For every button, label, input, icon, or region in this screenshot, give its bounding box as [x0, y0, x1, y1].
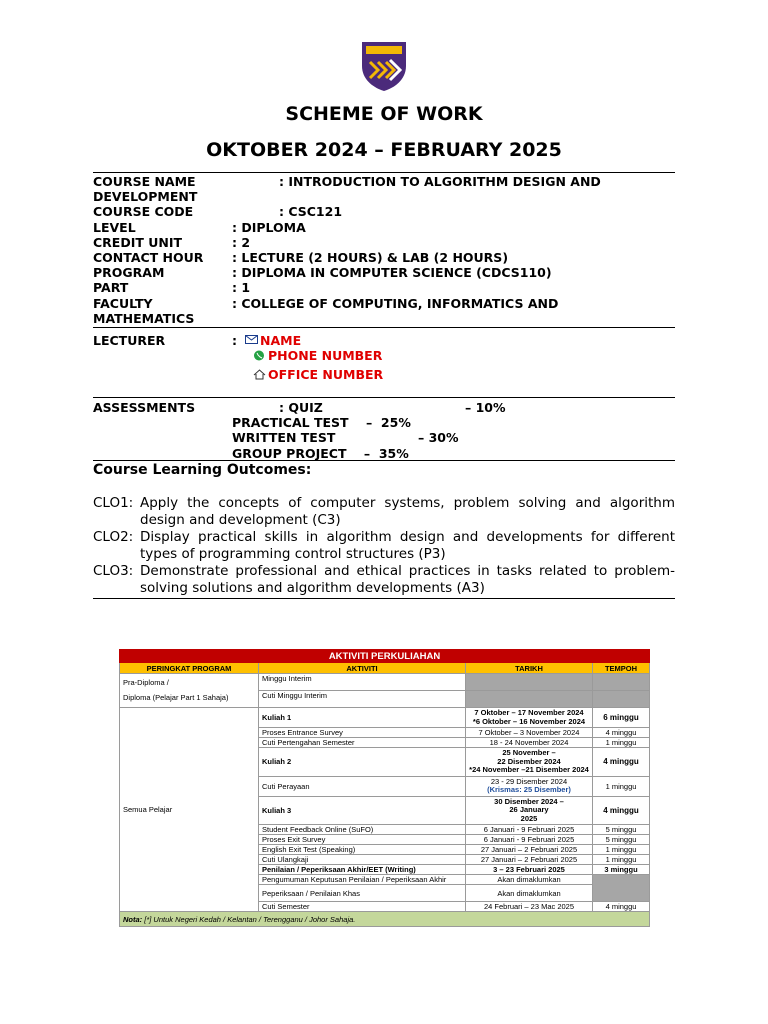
program-label: PROGRAM — [93, 265, 165, 281]
lecturer-label: LECTURER — [93, 333, 166, 348]
program-value: : DIPLOMA IN COMPUTER SCIENCE (CDCS110) — [232, 265, 552, 281]
duration-cell: 1 minggu — [593, 738, 650, 748]
assessments-label: ASSESSMENTS — [93, 400, 196, 415]
activity-cell: Proses Exit Survey — [259, 835, 466, 845]
duration-cell: 1 minggu — [593, 776, 650, 796]
activity-title: AKTIVITI PERKULIAHAN — [120, 650, 650, 663]
table-note-row — [120, 912, 650, 927]
note-label: Nota: — [123, 914, 143, 924]
date-cell: 7 Oktober – 3 November 2024 — [466, 728, 593, 738]
column-header: TEMPOH — [593, 663, 650, 674]
date-cell: 6 Januari - 9 Februari 2025 — [466, 835, 593, 845]
date-line: 22 Disember 2024 — [497, 756, 561, 766]
assessment-quiz: : QUIZ — [279, 400, 323, 415]
column-header: PERINGKAT PROGRAM — [120, 663, 259, 674]
activity-cell: Cuti Perayaan — [259, 776, 466, 796]
clo-text: Display practical skills in algorithm design and developments for different types of programming control structures (P3) — [140, 529, 675, 562]
program-group-cell: Semua Pelajar — [120, 708, 259, 912]
note-text: [*] Untuk Negeri Kedah / Kelantan / Terengganu / Johor Sahaja. — [142, 914, 356, 924]
contact-hour-value: : LECTURE (2 HOURS) & LAB (2 HOURS) — [232, 249, 509, 265]
clo-code: CLO3: — [93, 563, 134, 579]
course-name-value: : INTRODUCTION TO ALGORITHM DESIGN AND — [279, 174, 601, 189]
program-group-line: Diploma (Pelajar Part 1 Sahaja) — [123, 693, 229, 702]
course-name-label: COURSE NAME — [93, 174, 196, 189]
duration-cell: 5 minggu — [593, 825, 650, 835]
assessment-info — [93, 400, 675, 461]
credit-label: CREDIT UNIT — [93, 234, 183, 250]
duration-cell — [593, 674, 650, 691]
duration-cell: 4 minggu — [593, 902, 650, 912]
date-cell — [466, 796, 593, 825]
assessment-quiz-pct: – 10% — [465, 400, 506, 415]
clo-text: Apply the concepts of computer systems, problem solving and algorithm design and development (C3) — [140, 495, 675, 528]
assessment-written: WRITTEN TEST — [232, 430, 336, 446]
duration-cell: 4 minggu — [593, 748, 650, 777]
activity-cell: Proses Entrance Survey — [259, 728, 466, 738]
duration-cell: 3 minggu — [593, 865, 650, 875]
part-value: : 1 — [232, 280, 251, 296]
university-logo — [360, 40, 408, 92]
document-period: OKTOBER 2024 – FEBRUARY 2025 — [206, 139, 562, 161]
course-code-value: : CSC121 — [279, 204, 343, 220]
activity-cell: Minggu Interim — [259, 674, 466, 691]
date-line: 7 Oktober – 17 November 2024 — [474, 708, 584, 717]
duration-cell: 6 minggu — [593, 708, 650, 728]
contact-hour-label: CONTACT HOUR — [93, 249, 204, 265]
date-cell: 27 Januari – 2 Februari 2025 — [466, 845, 593, 855]
clo-text: Demonstrate professional and ethical practices in tasks related to problem-solving solutions and algorithm developments (A3) — [140, 563, 675, 596]
date-line: 2025 — [520, 813, 538, 823]
lecturer-name: NAME — [260, 333, 302, 348]
column-header: TARIKH — [466, 663, 593, 674]
assessment-written-pct: – 30% — [418, 430, 459, 446]
duration-cell: 5 minggu — [593, 835, 650, 845]
course-info — [93, 174, 675, 326]
activity-cell: Pengumuman Keputusan Penilaian / Peperiksaan Akhir — [259, 875, 466, 885]
phone-icon — [253, 350, 266, 361]
date-cell — [466, 748, 593, 777]
activity-cell: Kuliah 3 — [259, 796, 466, 825]
column-header: AKTIVITI — [259, 663, 466, 674]
home-icon — [253, 369, 266, 380]
divider — [93, 598, 675, 599]
date-line: *24 November –21 Disember 2024 — [469, 765, 589, 774]
date-cell — [466, 708, 593, 728]
divider — [93, 397, 675, 398]
clo-code: CLO2: — [93, 529, 134, 545]
duration-cell — [593, 875, 650, 902]
duration-cell: 4 minggu — [593, 796, 650, 825]
document-title: SCHEME OF WORK — [285, 103, 483, 125]
clo-item — [93, 529, 675, 563]
assessment-practical: PRACTICAL TEST – 25% — [232, 415, 411, 431]
program-group-cell — [120, 674, 259, 708]
date-cell — [466, 691, 593, 708]
table-row — [120, 674, 650, 691]
date-cell: 24 Februari – 23 Mac 2025 — [466, 902, 593, 912]
assessment-group: GROUP PROJECT – 35% — [232, 445, 409, 461]
activity-cell: Cuti Semester — [259, 902, 466, 912]
date-cell — [466, 776, 593, 796]
date-line: *6 Oktober – 16 November 2024 — [472, 716, 586, 726]
faculty-value-cont: MATHEMATICS — [93, 310, 195, 326]
lecturer-colon: : — [232, 333, 237, 348]
part-label: PART — [93, 280, 129, 296]
activity-table — [119, 649, 650, 927]
date-cell: 27 Januari – 2 Februari 2025 — [466, 855, 593, 865]
course-code-label: COURSE CODE — [93, 204, 194, 220]
activity-cell: Cuti Minggu Interim — [259, 691, 466, 708]
duration-cell — [593, 691, 650, 708]
activity-cell: English Exit Test (Speaking) — [259, 845, 466, 855]
activity-cell: Kuliah 1 — [259, 708, 466, 728]
lecturer-office: OFFICE NUMBER — [268, 367, 384, 383]
activity-cell: Cuti Pertengahan Semester — [259, 738, 466, 748]
faculty-value: : COLLEGE OF COMPUTING, INFORMATICS AND — [232, 295, 559, 311]
date-cell: 18 - 24 November 2024 — [466, 738, 593, 748]
date-cell — [466, 674, 593, 691]
date-line: 23 - 29 Disember 2024 — [490, 776, 568, 786]
date-line: 26 January — [509, 805, 549, 814]
clo-heading: Course Learning Outcomes: — [93, 462, 312, 478]
activity-cell: Penilaian / Peperiksaan Akhir/EET (Writing) — [259, 865, 466, 875]
divider — [93, 460, 675, 461]
date-cell: Akan dimaklumkan — [466, 875, 593, 885]
credit-value: : 2 — [232, 234, 251, 250]
lecturer-info — [93, 333, 675, 383]
email-icon — [245, 335, 258, 346]
lecturer-phone: PHONE NUMBER — [268, 348, 383, 364]
duration-cell: 1 minggu — [593, 845, 650, 855]
date-cell: 3 – 23 Februari 2025 — [466, 865, 593, 875]
date-cell: Akan dimaklumkan — [466, 885, 593, 902]
date-cell: 6 Januari - 9 Februari 2025 — [466, 825, 593, 835]
table-row — [120, 708, 650, 728]
date-line: 30 Disember 2024 – — [494, 796, 564, 806]
clo-item — [93, 563, 675, 597]
activity-cell: Cuti Ulangkaji — [259, 855, 466, 865]
duration-cell: 4 minggu — [593, 728, 650, 738]
table-note — [120, 912, 650, 927]
level-value: : DIPLOMA — [232, 219, 306, 235]
duration-cell: 1 minggu — [593, 855, 650, 865]
course-name-value-cont: DEVELOPMENT — [93, 189, 198, 205]
date-line: 25 November – — [502, 748, 556, 757]
level-label: LEVEL — [93, 219, 136, 235]
divider — [93, 172, 675, 173]
faculty-label: FACULTY — [93, 295, 153, 311]
clo-code: CLO1: — [93, 495, 134, 511]
divider — [93, 327, 675, 328]
activity-cell: Kuliah 2 — [259, 748, 466, 777]
activity-cell: Student Feedback Online (SuFO) — [259, 825, 466, 835]
date-line: (Krismas: 25 Disember) — [487, 785, 571, 794]
program-group-line: Pra-Diploma / — [123, 677, 169, 687]
activity-cell: Peperiksaan / Penilaian Khas — [259, 885, 466, 902]
clo-item — [93, 495, 675, 529]
